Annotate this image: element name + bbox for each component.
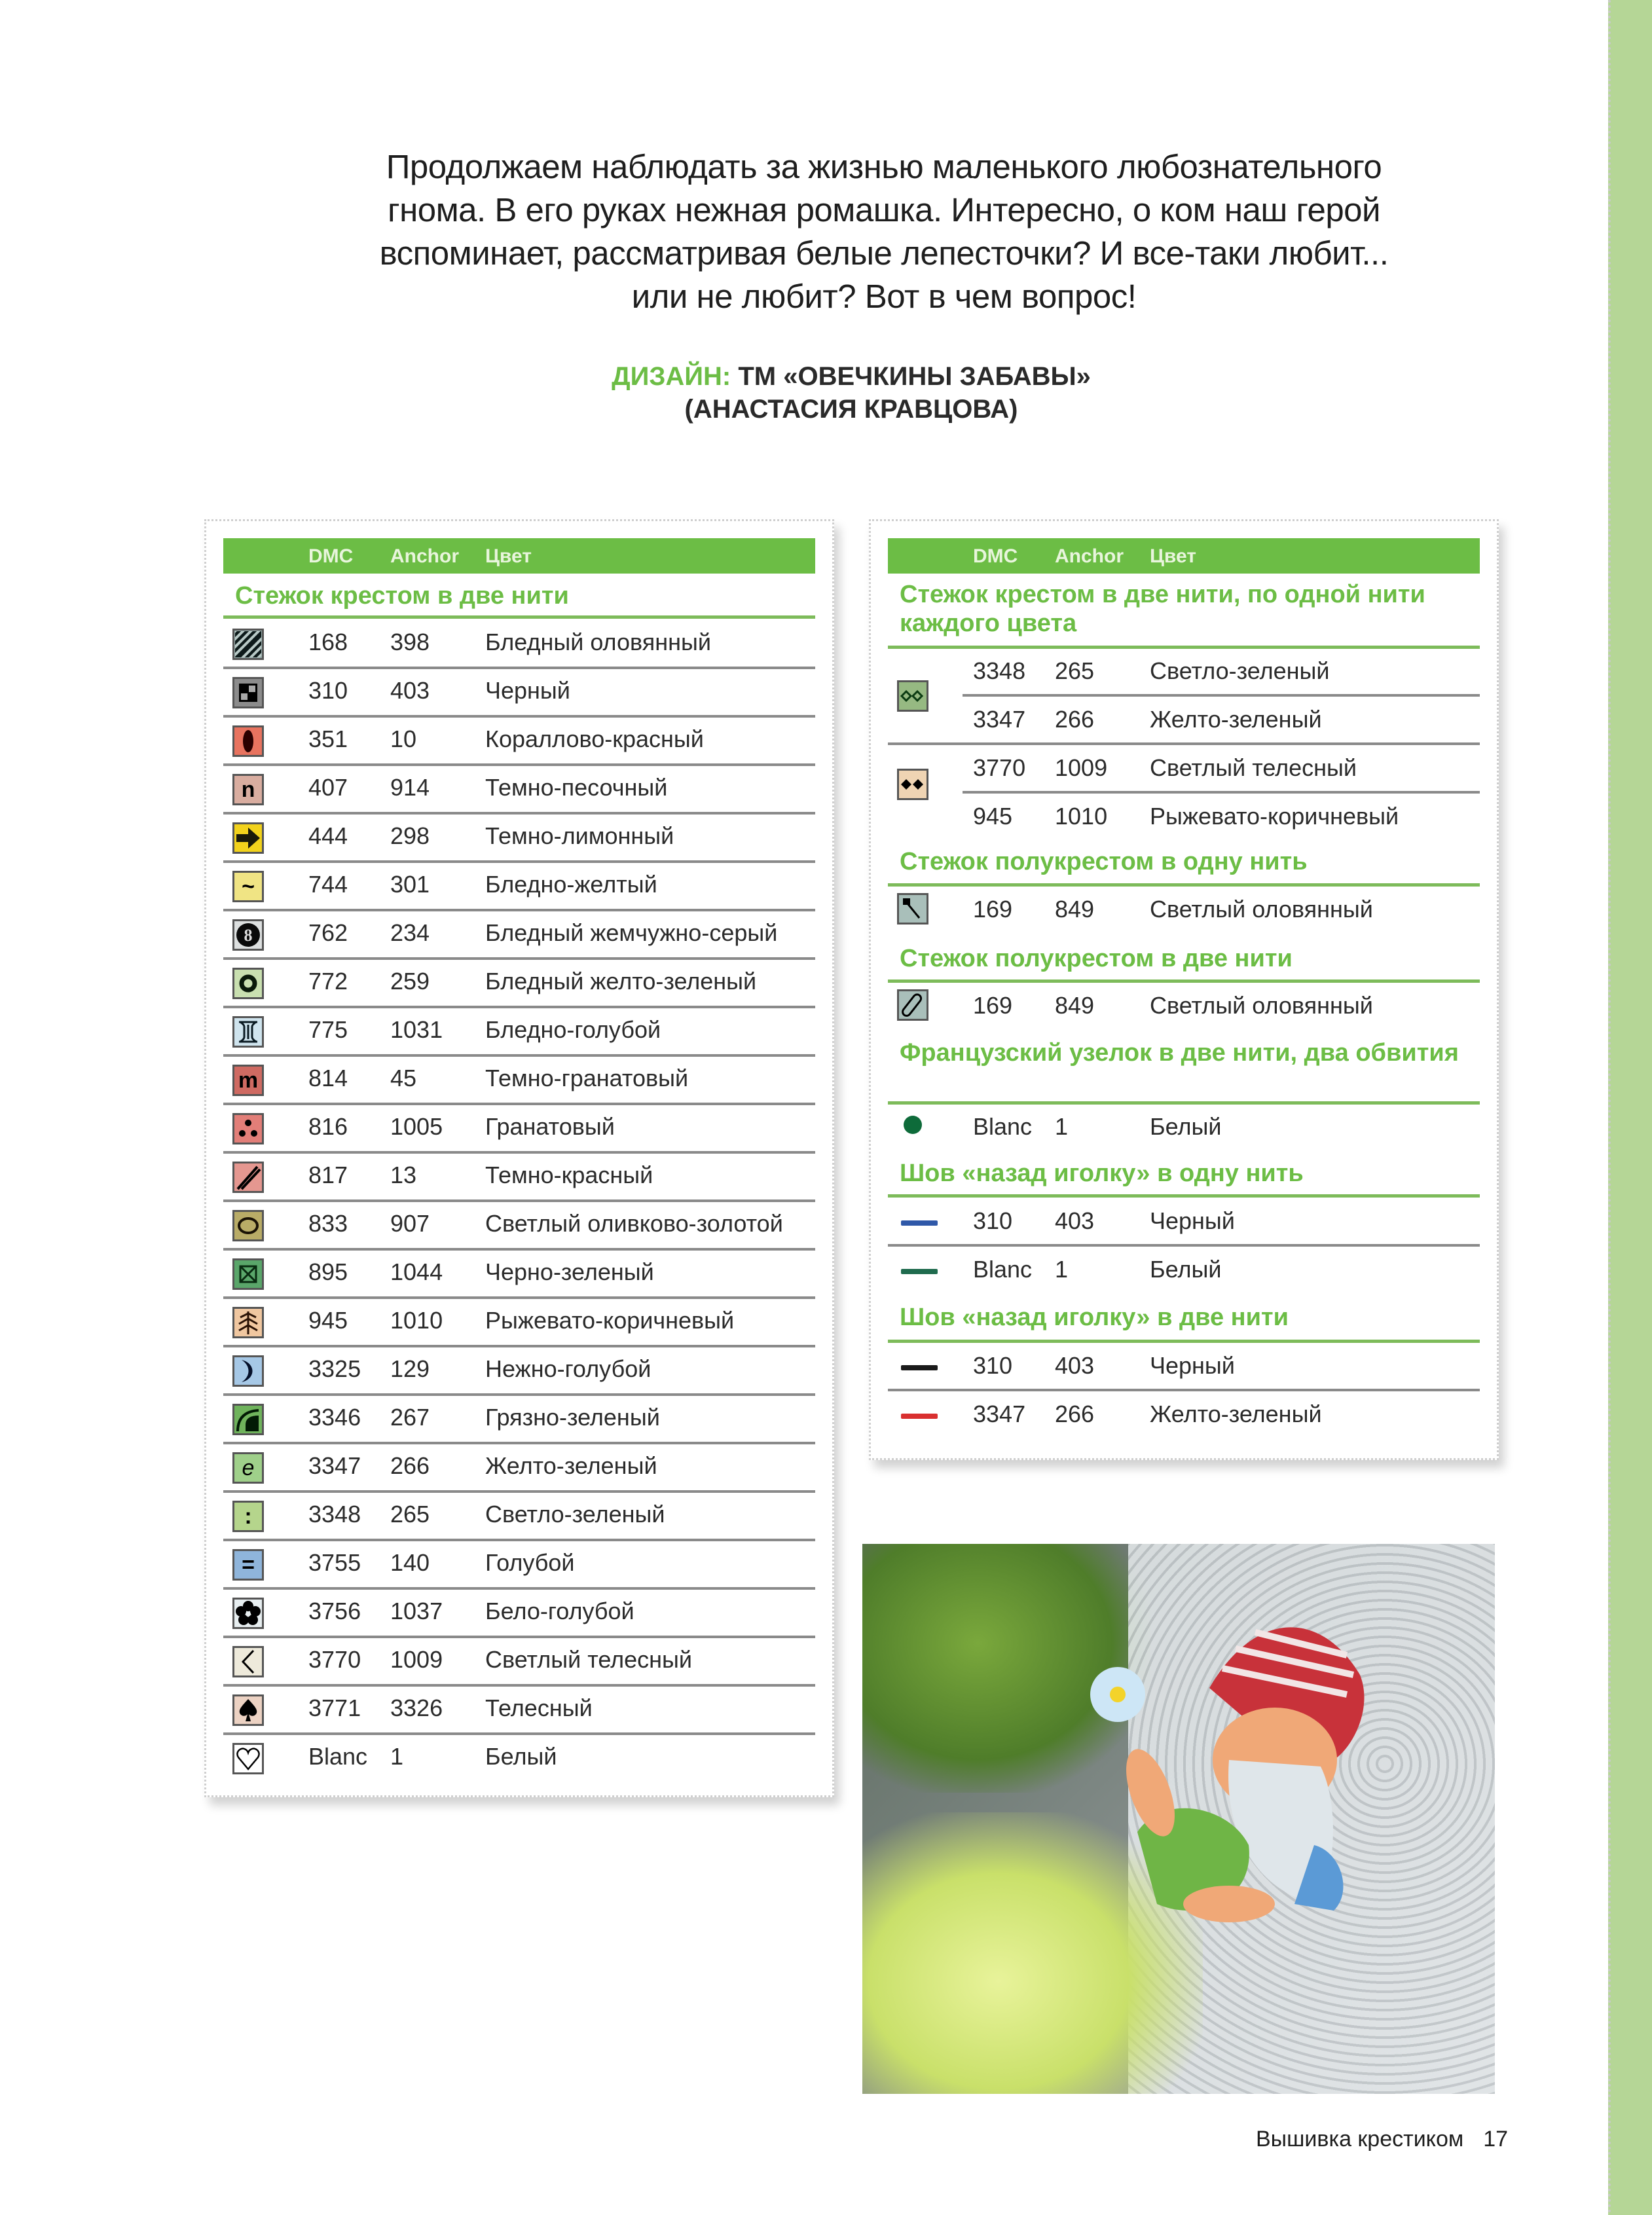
dmc-code: 3347 [308, 1452, 361, 1479]
spade-icon [232, 1694, 264, 1726]
roman-two-icon [232, 1016, 264, 1048]
anchor-code: 849 [1055, 896, 1095, 923]
table-row [223, 1637, 815, 1685]
pin-stroke-icon [897, 893, 928, 924]
section-title-french-knot: Французский узелок в две нити, два обвития [900, 1039, 1459, 1067]
dmc-code: Blanc [308, 1743, 368, 1770]
dmc-code: 3325 [308, 1355, 361, 1382]
anchor-code: 234 [390, 919, 430, 946]
dmc-code: 310 [973, 1352, 1013, 1379]
table-row [888, 794, 1480, 842]
dmc-code: 3347 [973, 706, 1026, 733]
embroidery-photo [862, 1544, 1495, 2094]
circled-eight-icon [232, 919, 264, 951]
dmc-code: Blanc [973, 1256, 1033, 1283]
dmc-code: 3755 [308, 1549, 361, 1576]
table-row [223, 1104, 815, 1152]
color-name: Бледный оловянный [485, 629, 711, 655]
ellipse-outline-icon [232, 1210, 264, 1241]
intro-line: вспоминает, рассматривая белые лепесточки? И все-таки любит... [379, 234, 1389, 272]
dmc-code: 169 [973, 992, 1013, 1019]
credit-brand: ТМ «ОВЕЧКИНЫ ЗАБАВЫ» [731, 362, 1091, 391]
table-row [223, 619, 815, 668]
dmc-code: 310 [308, 677, 348, 704]
section-title-half-two: Стежок полукрестом в две нити [900, 945, 1293, 972]
color-name: Черный [1150, 1352, 1235, 1379]
anchor-code: 907 [390, 1210, 430, 1237]
table-row [888, 648, 1480, 697]
less-than-icon [232, 1646, 264, 1677]
color-name: Бледно-желтый [485, 871, 657, 898]
anchor-code: 1037 [390, 1598, 443, 1624]
color-name: Бледный жемчужно-серый [485, 919, 778, 946]
table-row [888, 745, 1480, 794]
ring-icon [232, 968, 264, 999]
tilde-icon: ~ [232, 871, 264, 902]
table-row [223, 1152, 815, 1201]
anchor-code: 266 [1055, 706, 1095, 733]
backstitch-line-icon [901, 1269, 938, 1274]
dmc-code: 833 [308, 1210, 348, 1237]
table-row [223, 765, 815, 813]
anchor-code: 298 [390, 822, 430, 849]
intro-line: Продолжаем наблюдать за жизнью маленького любознательного [386, 148, 1382, 185]
flower-icon [232, 1598, 264, 1629]
color-name: Темно-песочный [485, 774, 668, 801]
credit-label: ДИЗАЙН: [612, 362, 731, 391]
backstitch-line-icon [901, 1414, 938, 1419]
dmc-code: 814 [308, 1065, 348, 1091]
anchor-code: 1 [390, 1743, 404, 1770]
section-title: Стежок крестом в две нити [235, 582, 569, 610]
page-footer [1256, 2127, 1508, 2152]
dmc-code: 444 [308, 822, 348, 849]
color-key-card-special [869, 519, 1499, 1460]
color-name: Рыжевато-коричневый [485, 1307, 735, 1334]
anchor-code: 403 [1055, 1207, 1095, 1234]
table-row [888, 1343, 1480, 1391]
dmc-code: 3348 [308, 1501, 361, 1528]
color-name: Телесный [485, 1694, 593, 1721]
color-name: Светлый телесный [485, 1646, 693, 1673]
table-row [223, 862, 815, 910]
anchor-code: 140 [390, 1549, 430, 1576]
anchor-code: 129 [390, 1355, 430, 1382]
col-color: Цвет [1150, 545, 1196, 567]
anchor-code: 1 [1055, 1113, 1069, 1140]
backstitch-line-icon [901, 1220, 938, 1226]
section-name: Вышивка крестиком [1256, 2127, 1464, 2151]
color-name: Грязно-зеленый [485, 1404, 660, 1431]
table-row [223, 1588, 815, 1637]
intro-paragraph [327, 145, 1441, 318]
color-name: Желто-зеленый [485, 1452, 657, 1479]
section-title-backstitch-two: Шов «назад иголку» в две нити [900, 1304, 1289, 1331]
color-name: Рыжевато-коричневый [1150, 803, 1399, 830]
col-dmc: DMC [973, 545, 1018, 567]
col-anchor: Anchor [1055, 545, 1124, 567]
table-row [223, 959, 815, 1007]
anchor-code: 13 [390, 1162, 417, 1188]
gnome-embroidery-illustration [1059, 1596, 1399, 1976]
color-name: Светлый оловянный [1150, 992, 1373, 1019]
table-row [223, 1734, 815, 1782]
dmc-code: 3771 [308, 1694, 361, 1721]
backstitch-line-icon [901, 1365, 938, 1370]
anchor-code: 1 [1055, 1256, 1069, 1283]
dot-icon [904, 1116, 922, 1134]
color-name: Бледно-голубой [485, 1016, 661, 1043]
anchor-code: 1005 [390, 1113, 443, 1140]
dmc-code: 351 [308, 725, 348, 752]
color-name: Желто-зеленый [1150, 1400, 1322, 1427]
table-row [888, 983, 1480, 1031]
equals-icon: = [232, 1549, 264, 1581]
table-row [888, 1198, 1480, 1247]
col-dmc: DMC [308, 545, 354, 567]
color-name: Голубой [485, 1549, 575, 1576]
anchor-code: 403 [1055, 1352, 1095, 1379]
heart-outline-icon [232, 1743, 264, 1774]
color-name: Светлый оловянный [1150, 896, 1373, 923]
anchor-code: 10 [390, 725, 417, 752]
color-name: Светло-зеленый [1150, 657, 1330, 684]
intro-line: гнома. В его руках нежная ромашка. Интересно, о ком наш герой [387, 191, 1381, 229]
color-name: Нежно-голубой [485, 1355, 652, 1382]
table-row [223, 1055, 815, 1104]
page-edge-strip [1608, 0, 1652, 2215]
dmc-code: 3770 [973, 754, 1026, 781]
letter-e-icon: e [232, 1452, 264, 1484]
color-name: Темно-гранатовый [485, 1065, 689, 1091]
anchor-code: 1010 [390, 1307, 443, 1334]
letter-n-icon: n [232, 774, 264, 805]
color-name: Белый [1150, 1256, 1222, 1283]
dmc-code: 816 [308, 1113, 348, 1140]
capsule-outline-icon [897, 989, 928, 1021]
anchor-code: 1009 [390, 1646, 443, 1673]
table-row [223, 668, 815, 716]
dmc-code: 3770 [308, 1646, 361, 1673]
colon-icon: : [232, 1501, 264, 1532]
anchor-code: 1009 [1055, 754, 1108, 781]
arrow-right-icon [232, 822, 264, 854]
table-row [223, 1540, 815, 1588]
section-title-half-one: Стежок полукрестом в одну нить [900, 848, 1308, 875]
dmc-code: 310 [973, 1207, 1013, 1234]
table-row [888, 1247, 1480, 1295]
credit-author: (АНАСТАСИЯ КРАВЦОВА) [684, 395, 1018, 424]
color-name: Желто-зеленый [1150, 706, 1322, 733]
table-row [223, 1395, 815, 1443]
anchor-code: 1044 [390, 1258, 443, 1285]
oval-icon [232, 725, 264, 757]
color-name: Черный [1150, 1207, 1235, 1234]
dmc-code: 817 [308, 1162, 348, 1188]
table-row [223, 716, 815, 765]
dmc-code: 744 [308, 871, 348, 898]
letter-m-icon: m [232, 1065, 264, 1096]
dmc-code: 945 [973, 803, 1013, 830]
color-key-card-main [204, 519, 834, 1797]
table-row [888, 1104, 1480, 1152]
dmc-code: 169 [973, 896, 1013, 923]
dmc-code: 3347 [973, 1400, 1026, 1427]
table-row [223, 813, 815, 862]
table-row [223, 1007, 815, 1055]
table-row [888, 1391, 1480, 1440]
dmc-code: 775 [308, 1016, 348, 1043]
dmc-code: 3756 [308, 1598, 361, 1624]
color-name: Гранатовый [485, 1113, 615, 1140]
table-row [888, 887, 1480, 935]
color-name: Черный [485, 677, 570, 704]
dmc-code: 762 [308, 919, 348, 946]
color-name: Белый [485, 1743, 557, 1770]
anchor-code: 403 [390, 677, 430, 704]
anchor-code: 267 [390, 1404, 430, 1431]
col-anchor: Anchor [390, 545, 459, 567]
anchor-code: 265 [1055, 657, 1095, 684]
anchor-code: 3326 [390, 1694, 443, 1721]
table-row [223, 1685, 815, 1734]
quarter-arc-icon [232, 1404, 264, 1435]
color-name: Темно-лимонный [485, 822, 674, 849]
anchor-code: 259 [390, 968, 430, 995]
table-row [223, 1249, 815, 1298]
table-header [888, 538, 1480, 574]
color-name: Темно-красный [485, 1162, 653, 1188]
anchor-code: 914 [390, 774, 430, 801]
table-row [223, 1201, 815, 1249]
anchor-code: 45 [390, 1065, 417, 1091]
color-name: Кораллово-красный [485, 725, 704, 752]
anchor-code: 1010 [1055, 803, 1108, 830]
col-color: Цвет [485, 545, 532, 567]
color-name: Светлый оливково-золотой [485, 1210, 783, 1237]
crescent-icon [232, 1355, 264, 1387]
dmc-code: 3348 [973, 657, 1026, 684]
dmc-code: 772 [308, 968, 348, 995]
checker-square-icon [232, 677, 264, 708]
boxed-x-icon [232, 1258, 264, 1290]
color-name: Черно-зеленый [485, 1258, 654, 1285]
dmc-code: 945 [308, 1307, 348, 1334]
table-row [223, 1443, 815, 1492]
anchor-code: 849 [1055, 992, 1095, 1019]
table-row [223, 910, 815, 959]
dmc-code: 168 [308, 629, 348, 655]
double-slash-icon [232, 1162, 264, 1193]
color-name: Светлый телесный [1150, 754, 1357, 781]
section-rule [223, 615, 815, 619]
intro-line: или не любит? Вот в чем вопрос! [631, 278, 1137, 315]
anchor-code: 266 [390, 1452, 430, 1479]
dmc-code: Blanc [973, 1113, 1033, 1140]
svg-text:8: 8 [244, 926, 253, 945]
color-name: Бело-голубой [485, 1598, 634, 1624]
table-header [223, 538, 815, 574]
anchor-code: 398 [390, 629, 430, 655]
section-title-blended: Стежок крестом в две нити, по одной нити каждого цвета [900, 581, 1425, 637]
anchor-code: 265 [390, 1501, 430, 1528]
color-name: Светло-зеленый [485, 1501, 665, 1528]
table-row [223, 1346, 815, 1395]
dmc-code: 895 [308, 1258, 348, 1285]
fir-tree-icon [232, 1307, 264, 1338]
anchor-code: 1031 [390, 1016, 443, 1043]
diagonal-stripes-icon [232, 629, 264, 660]
table-row [223, 1492, 815, 1540]
dmc-code: 407 [308, 774, 348, 801]
page-number: 17 [1483, 2127, 1509, 2151]
table-row [223, 1298, 815, 1346]
dmc-code: 3346 [308, 1404, 361, 1431]
anchor-code: 301 [390, 871, 430, 898]
color-name: Бледный желто-зеленый [485, 968, 757, 995]
three-dots-icon [232, 1113, 264, 1144]
section-title-backstitch-one: Шов «назад иголку» в одну нить [900, 1160, 1304, 1187]
design-credit [524, 360, 1179, 426]
color-name: Белый [1150, 1113, 1222, 1140]
anchor-code: 266 [1055, 1400, 1095, 1427]
table-row [888, 697, 1480, 745]
section-rule [888, 1194, 1480, 1198]
